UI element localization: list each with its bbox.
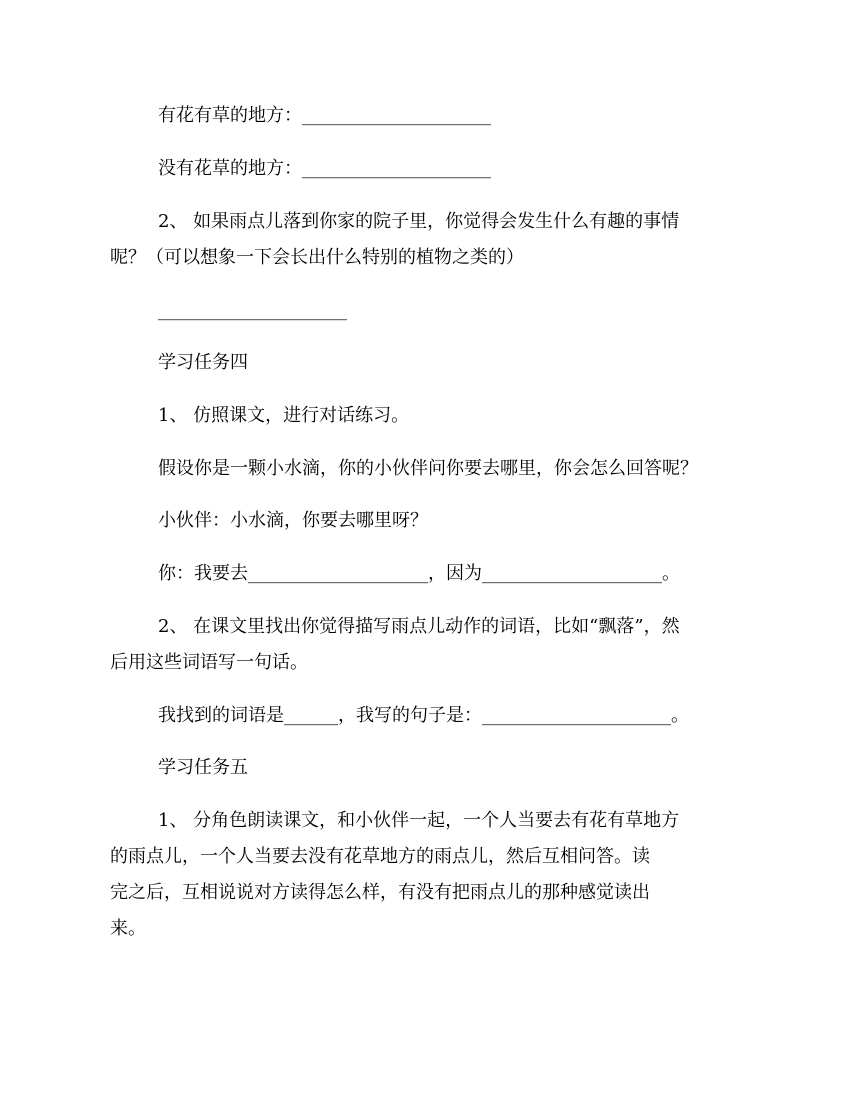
task-5-item-1-line-3: 完之后，互相说说对方读得怎么样，有没有把雨点儿的那种感觉读出 — [110, 882, 650, 903]
word-sentence-line: 我找到的词语是______，我写的句子是：_____________________。 — [158, 705, 689, 726]
flower-grass-place-line: 有花有草的地方：_____________________ — [158, 105, 491, 126]
your-answer-line: 你：我要去____________________，因为____________________。 — [158, 563, 680, 584]
task-5-heading: 学习任务五 — [158, 757, 248, 778]
task-5-item-1-line-1: 1、 分角色朗读课文，和小伙伴一起，一个人当要去有花有草地方 — [158, 810, 680, 831]
partner-line: 小伙伴：小水滴，你要去哪里呀？ — [158, 510, 428, 531]
task-4-item-2-line-1: 2、 在课文里找出你觉得描写雨点儿动作的词语，比如“飘落”，然 — [158, 616, 680, 637]
task-4-heading: 学习任务四 — [158, 352, 248, 373]
no-flower-grass-place-line: 没有花草的地方：_____________________ — [158, 158, 491, 179]
answer-blank-line: _____________________ — [158, 300, 347, 321]
task-5-item-1-line-2: 的雨点儿，一个人当要去没有花草地方的雨点儿，然后互相问答。读 — [110, 846, 650, 867]
task-4-item-1: 1、 仿照课文，进行对话练习。 — [158, 405, 410, 426]
task-4-item-2-line-2: 后用这些词语写一句话。 — [110, 652, 308, 673]
task-5-item-1-line-4: 来。 — [110, 918, 146, 939]
dialogue-prompt: 假设你是一颗小水滴，你的小伙伴问你要去哪里，你会怎么回答呢？ — [158, 458, 698, 479]
question-2-line-2: 呢？（可以想象一下会长出什么特别的植物之类的） — [110, 247, 524, 268]
question-2-line-1: 2、 如果雨点儿落到你家的院子里，你觉得会发生什么有趣的事情 — [158, 211, 680, 232]
